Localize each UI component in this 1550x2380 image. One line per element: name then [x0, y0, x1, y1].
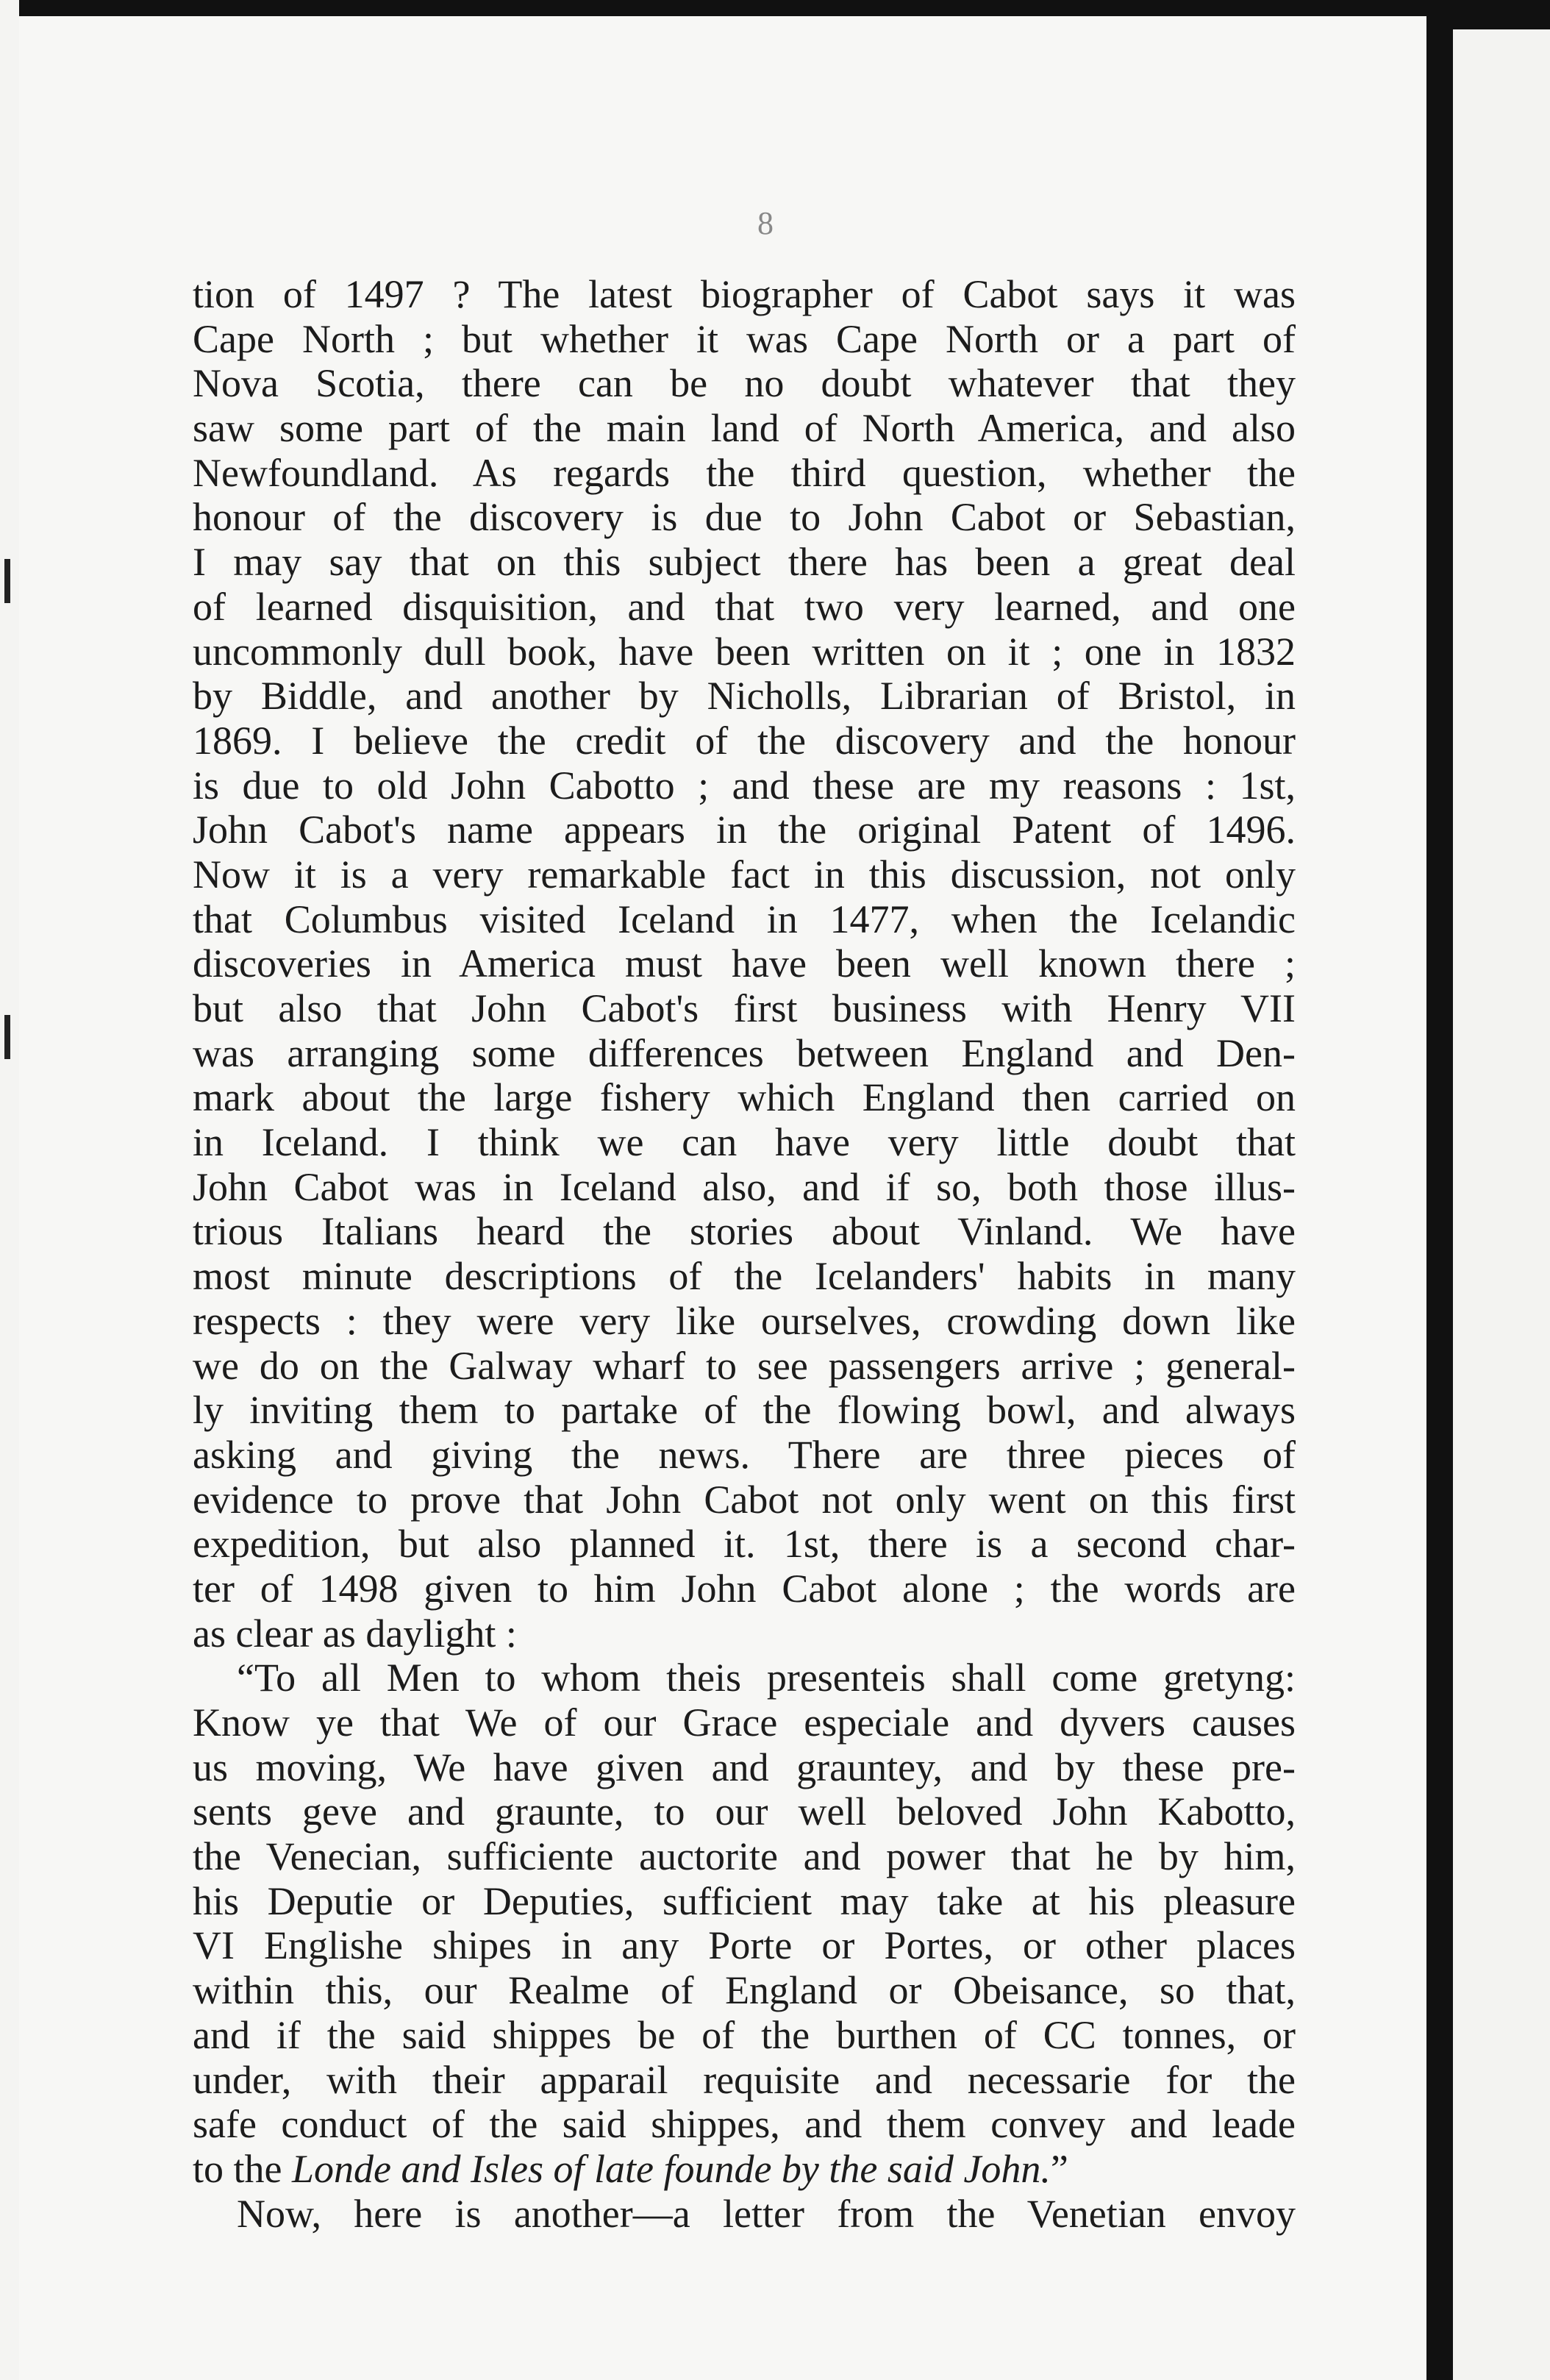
- text-line: safe conduct of the said shippes, and them convey and leade: [193, 2102, 1296, 2147]
- text-line: 1869. I believe the credit of the discovery and the honour: [193, 718, 1296, 763]
- text-line: respects : they were very like ourselves, crowding down like: [193, 1298, 1296, 1343]
- text-line: is due to old John Cabotto ; and these are my reasons : 1st,: [193, 763, 1296, 808]
- text-line: under, with their apparail requisite and necessarie for the: [193, 2057, 1296, 2102]
- text-line: John Cabot was in Iceland also, and if so, both those illus-: [193, 1164, 1296, 1209]
- text-line: uncommonly dull book, have been written on it ; one in 1832: [193, 629, 1296, 674]
- text-line: within this, our Realme of England or Obeisance, so that,: [193, 1968, 1296, 2013]
- text-line: honour of the discovery is due to John Cabot or Sebastian,: [193, 495, 1296, 540]
- text-line: I may say that on this subject there has been a great deal: [193, 540, 1296, 585]
- text-line: John Cabot's name appears in the original Patent of 1496.: [193, 808, 1296, 852]
- text-line: Now it is a very remarkable fact in this discussion, not only: [193, 852, 1296, 897]
- text-line: sents geve and graunte, to our well beloved John Kabotto,: [193, 1789, 1296, 1834]
- edge-mark: [4, 1015, 10, 1059]
- text-line: as clear as daylight :: [193, 1611, 517, 1656]
- text-line: asking and giving the news. There are three pieces of: [193, 1432, 1296, 1477]
- text-line: trious Italians heard the stories about Vinland. We have: [193, 1209, 1296, 1254]
- text-line: of learned disquisition, and that two very learned, and one: [193, 584, 1296, 629]
- italic-quote: Londe and Isles of late founde by the said John.: [291, 2146, 1051, 2191]
- edge-mark: [4, 559, 10, 603]
- text-line: Cape North ; but whether it was Cape North or a part of: [193, 316, 1296, 361]
- page-number: 8: [757, 205, 774, 241]
- text-line: “To all Men to whom theis presenteis shall come gretyng:: [237, 1656, 1296, 1700]
- text-line: Nova Scotia, there can be no doubt whatever that they: [193, 361, 1296, 406]
- text-line: Newfoundland. As regards the third question, whether the: [193, 450, 1296, 495]
- text-line: his Deputie or Deputies, sufficient may take at his pleasure: [193, 1878, 1296, 1923]
- text-line: saw some part of the main land of North America, and also: [193, 406, 1296, 451]
- body-text: [193, 272, 1296, 2236]
- text-line: Now, here is another—a letter from the Venetian envoy: [237, 2191, 1296, 2236]
- text-line: we do on the Galway wharf to see passengers arrive ; general-: [193, 1343, 1296, 1388]
- text-line: and if the said shippes be of the burthen of CC tonnes, or: [193, 2012, 1296, 2057]
- text-line: mark about the large fishery which England then carried on: [193, 1075, 1296, 1120]
- text-segment: to the: [193, 2146, 282, 2191]
- text-line: ly inviting them to partake of the flowing bowl, and always: [193, 1388, 1296, 1433]
- text-line: that Columbus visited Iceland in 1477, when the Icelandic: [193, 897, 1296, 941]
- text-line: in Iceland. I think we can have very little doubt that: [193, 1120, 1296, 1165]
- left-page-edge: [0, 0, 19, 2380]
- text-line: but also that John Cabot's first business with Henry VII: [193, 986, 1296, 1030]
- text-line: VI Englishe shipes in any Porte or Portes, or other places: [193, 1923, 1296, 1968]
- text-line: most minute descriptions of the Icelanders' habits in many: [193, 1254, 1296, 1299]
- text-line: was arranging some differences between England and Den-: [193, 1030, 1296, 1075]
- closing-quote: ”: [1050, 2146, 1068, 2191]
- text-line: by Biddle, and another by Nicholls, Librarian of Bristol, in: [193, 674, 1296, 719]
- text-line: Know ye that We of our Grace especiale and dyvers causes: [193, 1700, 1296, 1745]
- text-line: the Venecian, sufficiente auctorite and power that he by him,: [193, 1834, 1296, 1879]
- text-line: us moving, We have given and grauntey, and by these pre-: [193, 1745, 1296, 1789]
- text-line: evidence to prove that John Cabot not only went on this first: [193, 1477, 1296, 1522]
- text-line: expedition, but also planned it. 1st, there is a second char-: [193, 1522, 1296, 1567]
- facing-page-edge: [1453, 29, 1550, 2380]
- text-line-with-italic: [193, 2147, 1296, 2192]
- text-line: ter of 1498 given to him John Cabot alone ; the words are: [193, 1566, 1296, 1611]
- text-line: discoveries in America must have been well known there ;: [193, 941, 1296, 986]
- text-line: tion of 1497 ? The latest biographer of Cabot says it was: [193, 272, 1296, 316]
